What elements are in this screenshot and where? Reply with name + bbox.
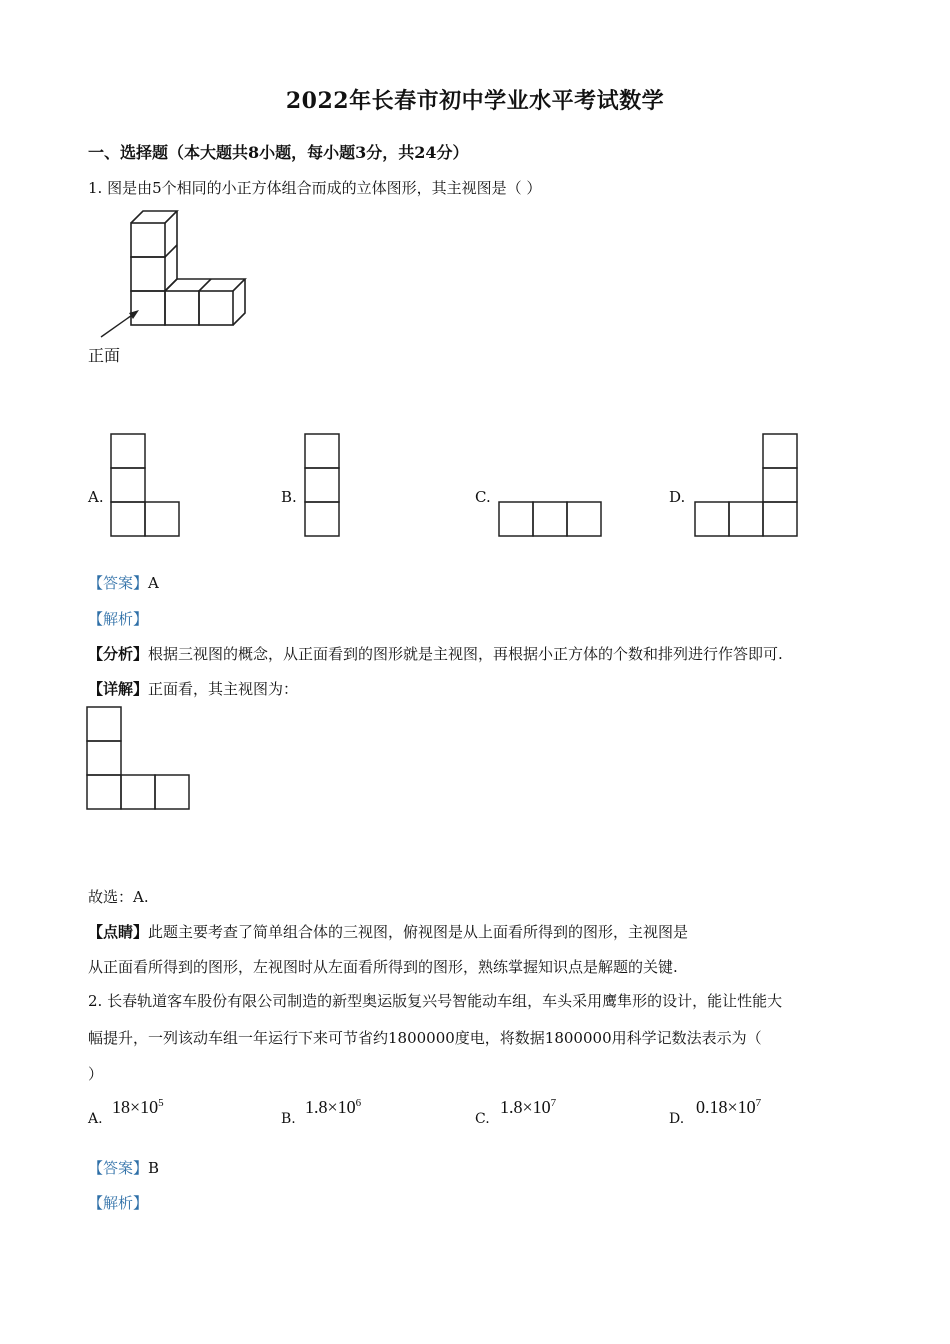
q1-xiangjie-tag: 【详解】 bbox=[88, 680, 149, 698]
q1-analysis-tag: 【解析】 bbox=[88, 610, 149, 628]
q1-option-b-label: B. bbox=[281, 488, 297, 506]
q2-stem-1: 2. 长春轨道客车股份有限公司制造的新型奥运版复兴号智能动车组，车头采用鹰隼形的设计，能让性能大 bbox=[88, 992, 783, 1010]
q2-option-b-value bbox=[305, 1097, 361, 1118]
q1-option-d-figure bbox=[694, 433, 800, 537]
q1-fenxi: 根据三视图的概念，从正面看到的图形就是主视图，再根据小正方体的个数和排列进行作答即可. bbox=[148, 645, 783, 663]
q2-answer-line bbox=[88, 1157, 159, 1178]
q1-conclusion: 故选：A. bbox=[88, 888, 149, 906]
page-title: 2022年长春市初中学业水平考试数学 bbox=[285, 88, 665, 114]
q1-solution-figure bbox=[86, 706, 192, 810]
q2-option-b-label: B. bbox=[281, 1111, 296, 1127]
q1-answer-line bbox=[88, 572, 159, 593]
q1-solid-figure bbox=[95, 205, 255, 365]
q2-analysis-tag: 【解析】 bbox=[88, 1194, 149, 1212]
q1-fenxi-line bbox=[88, 643, 783, 664]
q2-answer-tag: 【答案】 bbox=[88, 1159, 149, 1177]
q1-stem: 1. 图是由5个相同的小正方体组合而成的立体图形，其主视图是（ ） bbox=[88, 179, 542, 197]
q1-dianjing-line bbox=[88, 921, 688, 942]
q2-option-c-value bbox=[500, 1097, 556, 1118]
q2-answer: B bbox=[148, 1159, 160, 1177]
q1-option-a-label: A. bbox=[88, 488, 104, 506]
q1-option-c-figure bbox=[498, 501, 604, 539]
q2-option-b-base: 1.8×10 bbox=[305, 1097, 356, 1117]
q1-dianjing-1: 此题主要考查了简单组合体的三视图，俯视图是从上面看所得到的图形，主视图是 bbox=[148, 923, 689, 941]
q1-answer: A bbox=[148, 574, 159, 592]
q2-option-d-label: D. bbox=[669, 1111, 685, 1127]
q2-option-a-label: A. bbox=[88, 1111, 103, 1127]
q2-option-c-base: 1.8×10 bbox=[500, 1097, 551, 1117]
q1-option-a-figure bbox=[110, 433, 182, 537]
q1-option-d-label: D. bbox=[669, 488, 686, 506]
q1-dianjing-2: 从正面看所得到的图形，左视图时从左面看所得到的图形，熟练掌握知识点是解题的关键. bbox=[88, 958, 678, 976]
section-heading: 一、选择题（本大题共8小题，每小题3分，共24分） bbox=[88, 143, 469, 162]
q1-dianjing-tag: 【点睛】 bbox=[88, 923, 149, 941]
q2-option-d-base: 0.18×10 bbox=[696, 1097, 756, 1117]
q2-option-a-value bbox=[112, 1097, 164, 1118]
q2-option-a-base: 18×10 bbox=[112, 1097, 159, 1117]
q2-stem-3: ） bbox=[88, 1065, 104, 1083]
q1-fenxi-tag: 【分析】 bbox=[88, 645, 149, 663]
q2-option-d-exp: 7 bbox=[755, 1097, 762, 1109]
q2-option-c-exp: 7 bbox=[550, 1097, 557, 1109]
q2-stem-2: 幅提升，一列该动车组一年运行下来可节省约1800000度电，将数据1800000用科学记数法表示为（ bbox=[88, 1029, 762, 1047]
q1-option-b-figure bbox=[304, 433, 342, 537]
q2-option-a-exp: 5 bbox=[158, 1097, 164, 1109]
q2-option-b-exp: 6 bbox=[355, 1097, 362, 1109]
q1-option-c-label: C. bbox=[475, 488, 491, 506]
q2-option-d-value bbox=[696, 1097, 761, 1118]
q1-answer-tag: 【答案】 bbox=[88, 574, 149, 592]
q1-xiangjie-line bbox=[88, 678, 298, 699]
q2-option-c-label: C. bbox=[475, 1111, 490, 1127]
q1-front-label: 正面 bbox=[88, 346, 121, 365]
q1-xiangjie: 正面看，其主视图为： bbox=[148, 680, 299, 698]
